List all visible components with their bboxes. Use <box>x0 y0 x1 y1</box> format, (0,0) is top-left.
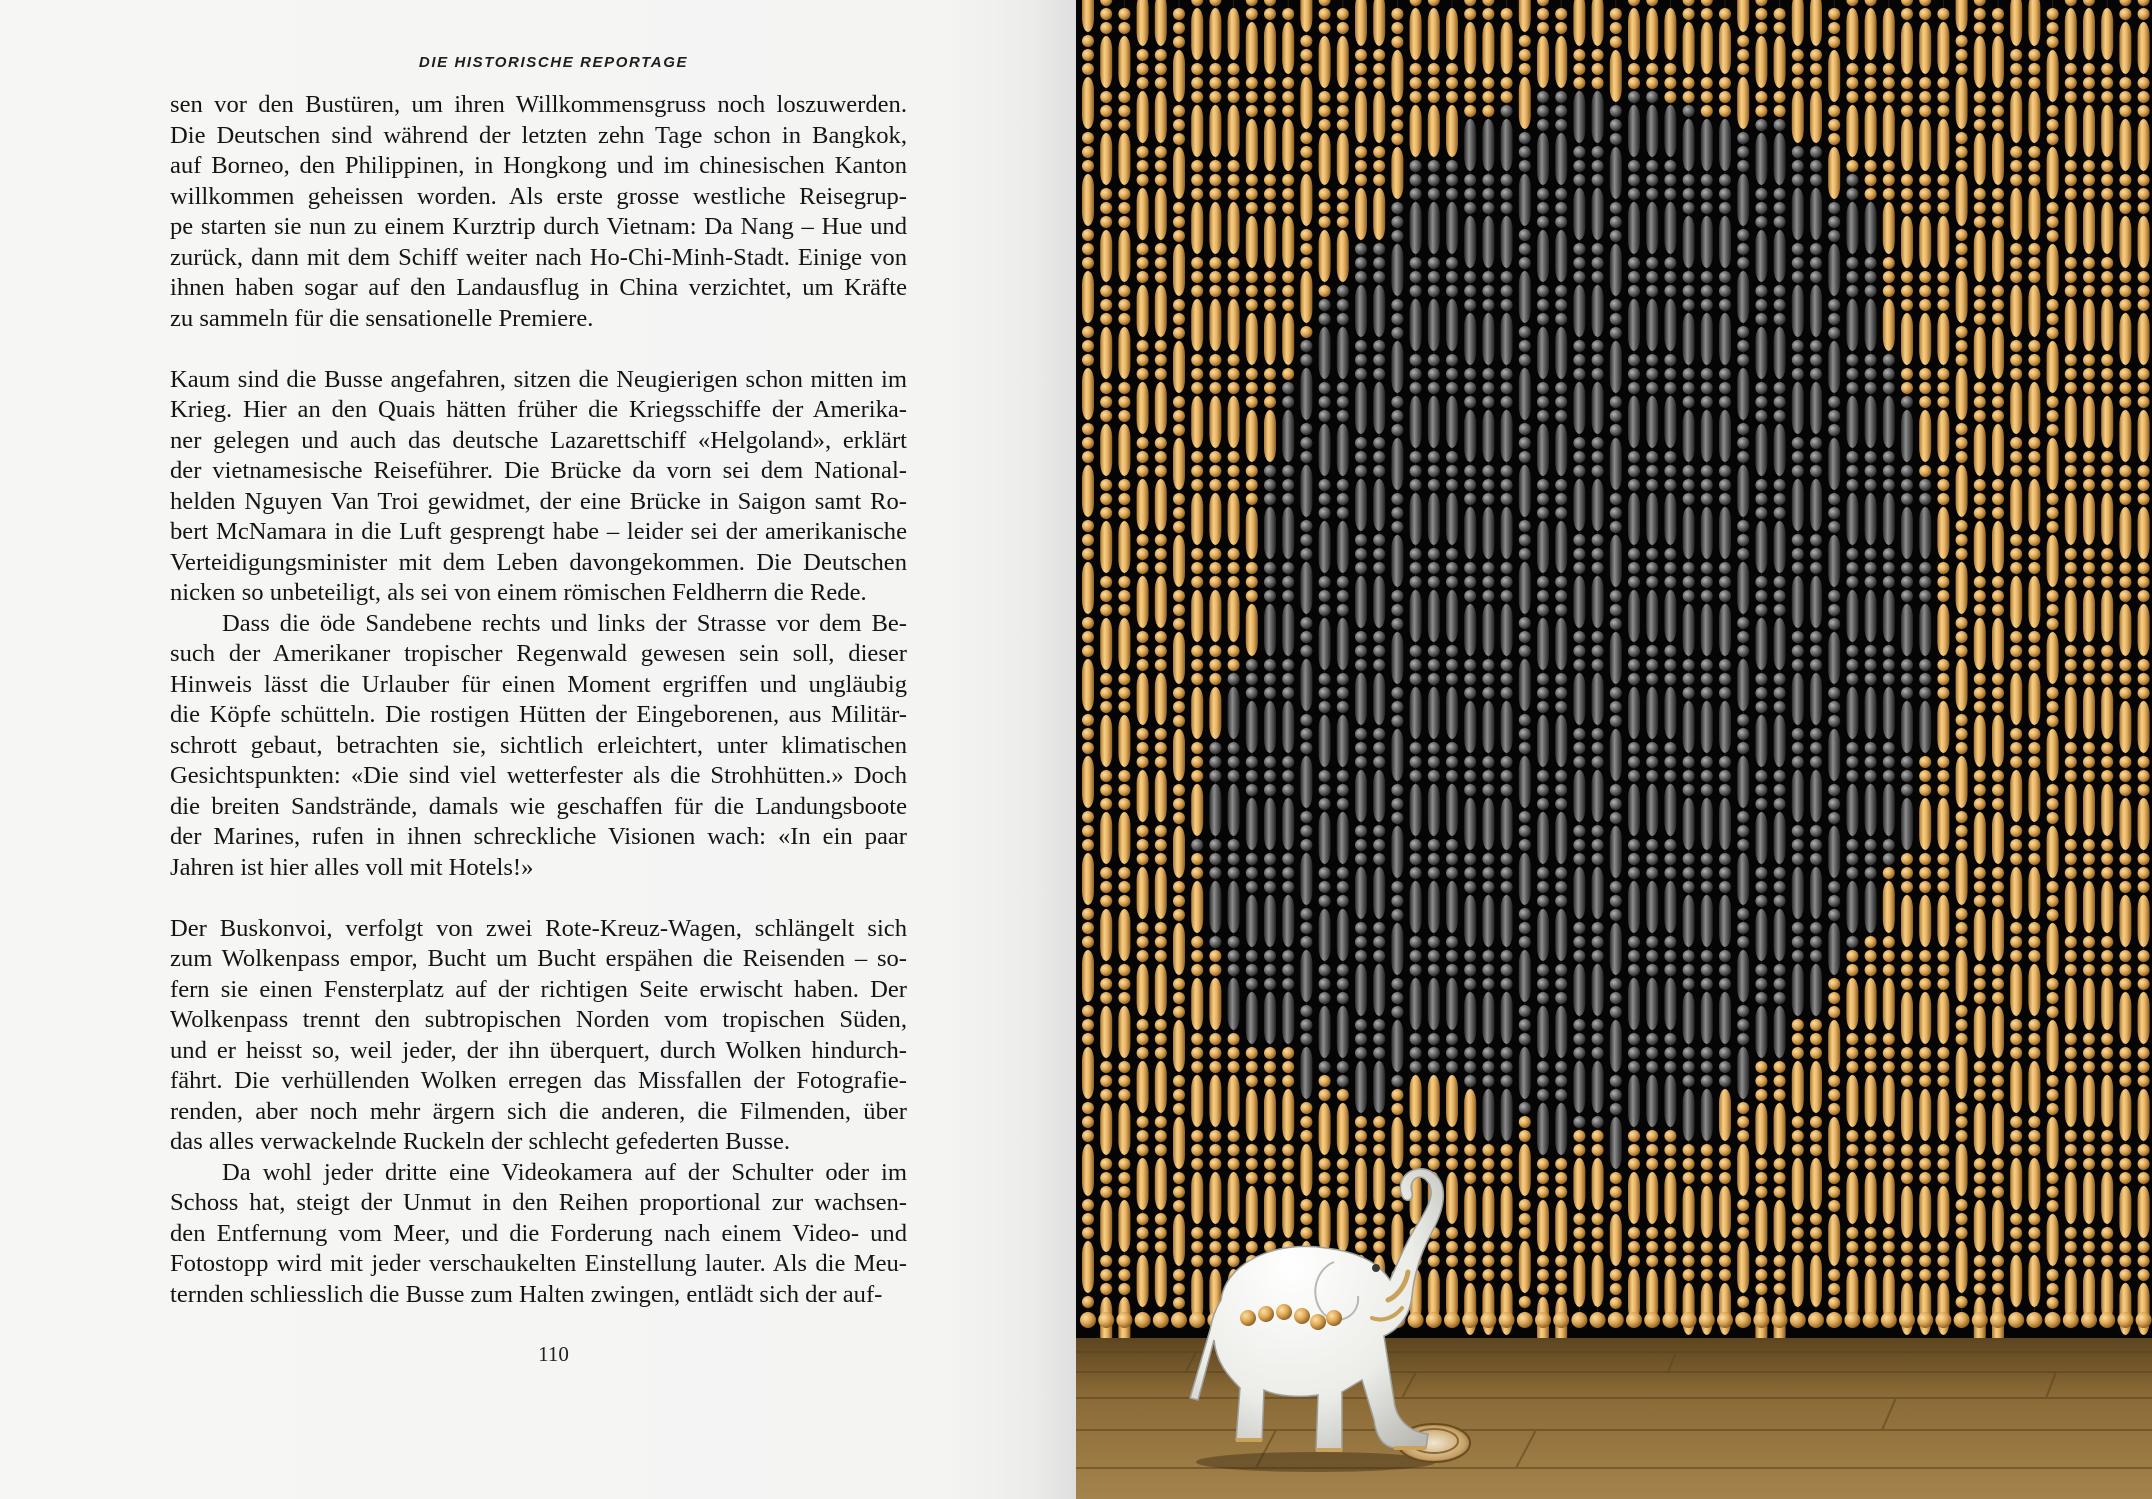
text-line: fern sie einen Fensterplatz auf der richtigen Seite erwischt haben. Der <box>170 975 907 1003</box>
text-line: den Entfernung vom Meer, und die Forderung nach einem Video- und <box>170 1219 907 1247</box>
text-line: Kaum sind die Busse angefahren, sitzen die Neugierigen schon mitten im <box>170 365 907 393</box>
text-line: die breiten Sandstrände, damals wie geschaffen für die Landungsboote <box>170 792 907 820</box>
text-line: Fotostopp wird mit jeder verschaukelten Einstellung lauter. Als die Meu- <box>170 1250 907 1277</box>
text-line: Wolkenpass trennt den subtropischen Norden vom tropischen Süden, <box>170 1006 907 1033</box>
bead-curtain-illustration <box>1076 0 2152 1499</box>
text-line: Hinweis lässt die Urlauber für einen Moment ergriffen und ungläubig <box>170 670 907 698</box>
text-line: Dass die öde Sandebene rechts und links der Strasse vor dem Be- <box>222 609 907 637</box>
section-gap <box>170 883 907 914</box>
text-line: Da wohl jeder dritte eine Videokamera auf der Schulter oder im <box>222 1158 907 1186</box>
text-line: helden Nguyen Van Troi gewidmet, der eine Brücke in Saigon samt Ro- <box>170 487 907 515</box>
text-line: willkommen geheissen worden. Als erste grosse westliche Reisegrup- <box>170 182 907 210</box>
illustration-page <box>1076 0 2152 1499</box>
text-line: und er heisst so, weil jeder, der ihn überquert, durch Wolken hindurch- <box>170 1036 907 1064</box>
page-number: 110 <box>538 1342 569 1366</box>
text-line: bert McNamara in die Luft gesprengt habe – leider sei der amerikanische <box>170 518 907 545</box>
text-line: schrott gebaut, betrachten sie, sichtlich erleichtert, unter klimatischen <box>170 731 907 759</box>
text-line: ner gelegen und auch das deutsche Lazarettschiff «Helgoland», erklärt <box>170 426 907 454</box>
body-text <box>170 90 907 1310</box>
text-line: nicken so unbeteiligt, als sei von einem römischen Feldherrn die Rede. <box>170 579 867 606</box>
section-gap <box>170 334 907 365</box>
text-line: fährt. Die verhüllenden Wolken erregen das Missfallen der Fotografie- <box>170 1067 907 1094</box>
text-line: Jahren ist hier alles voll mit Hotels!» <box>170 853 534 881</box>
text-line: das alles verwackelnde Ruckeln der schlecht gefederten Busse. <box>170 1128 791 1155</box>
text-line: Der Buskonvoi, verfolgt von zwei Rote-Kreuz-Wagen, schlängelt sich <box>170 914 907 942</box>
text-line: Schoss hat, steigt der Unmut in den Reihen proportional zur wachsen- <box>170 1189 907 1216</box>
text-line: die Köpfe schütteln. Die rostigen Hütten der Eingeborenen, aus Militär- <box>170 701 907 728</box>
text-line: renden, aber noch mehr ärgern sich die anderen, die Filmenden, über <box>170 1097 907 1125</box>
text-line: auf Borneo, den Philippinen, in Hongkong und im chinesischen Kanton <box>170 152 907 179</box>
text-line: pe starten sie nun zu einem Kurztrip durch Vietnam: Da Nang – Hue und <box>170 213 907 240</box>
text-line: ihnen haben sogar auf den Landausflug in China verzichtet, um Kräfte <box>170 274 907 301</box>
text-line: Verteidigungsminister mit dem Leben davongekommen. Die Deutschen <box>170 548 907 576</box>
text-line: sen vor den Bustüren, um ihren Willkommensgruss noch loszuwerden. <box>170 91 907 118</box>
text-line: such der Amerikaner tropischer Regenwald gewesen sein soll, dieser <box>170 640 907 667</box>
text-line: der Marines, rufen in ihnen schreckliche Visionen wach: «In ein paar <box>170 823 907 850</box>
text-line: zurück, dann mit dem Schiff weiter nach Ho-Chi-Minh-Stadt. Einige von <box>170 243 907 271</box>
text-line: zum Wolkenpass empor, Bucht um Bucht erspähen die Reisenden – so- <box>170 945 907 972</box>
text-line: zu sammeln für die sensationelle Premiere. <box>170 304 594 332</box>
text-line: der vietnamesische Reiseführer. Die Brücke da vorn sei dem National- <box>170 457 907 484</box>
running-head: DIE HISTORISCHE REPORTAGE <box>418 54 689 71</box>
text-line: Die Deutschen sind während der letzten zehn Tage schon in Bangkok, <box>170 121 907 149</box>
text-line: ternden schliesslich die Busse zum Halten zwingen, entlädt sich der auf- <box>170 1280 883 1308</box>
text-line: Krieg. Hier an den Quais hätten früher die Kriegsschiffe der Amerika- <box>170 396 907 423</box>
text-line: Gesichtspunkten: «Die sind viel wetterfester als die Strohhütten.» Doch <box>170 762 907 789</box>
